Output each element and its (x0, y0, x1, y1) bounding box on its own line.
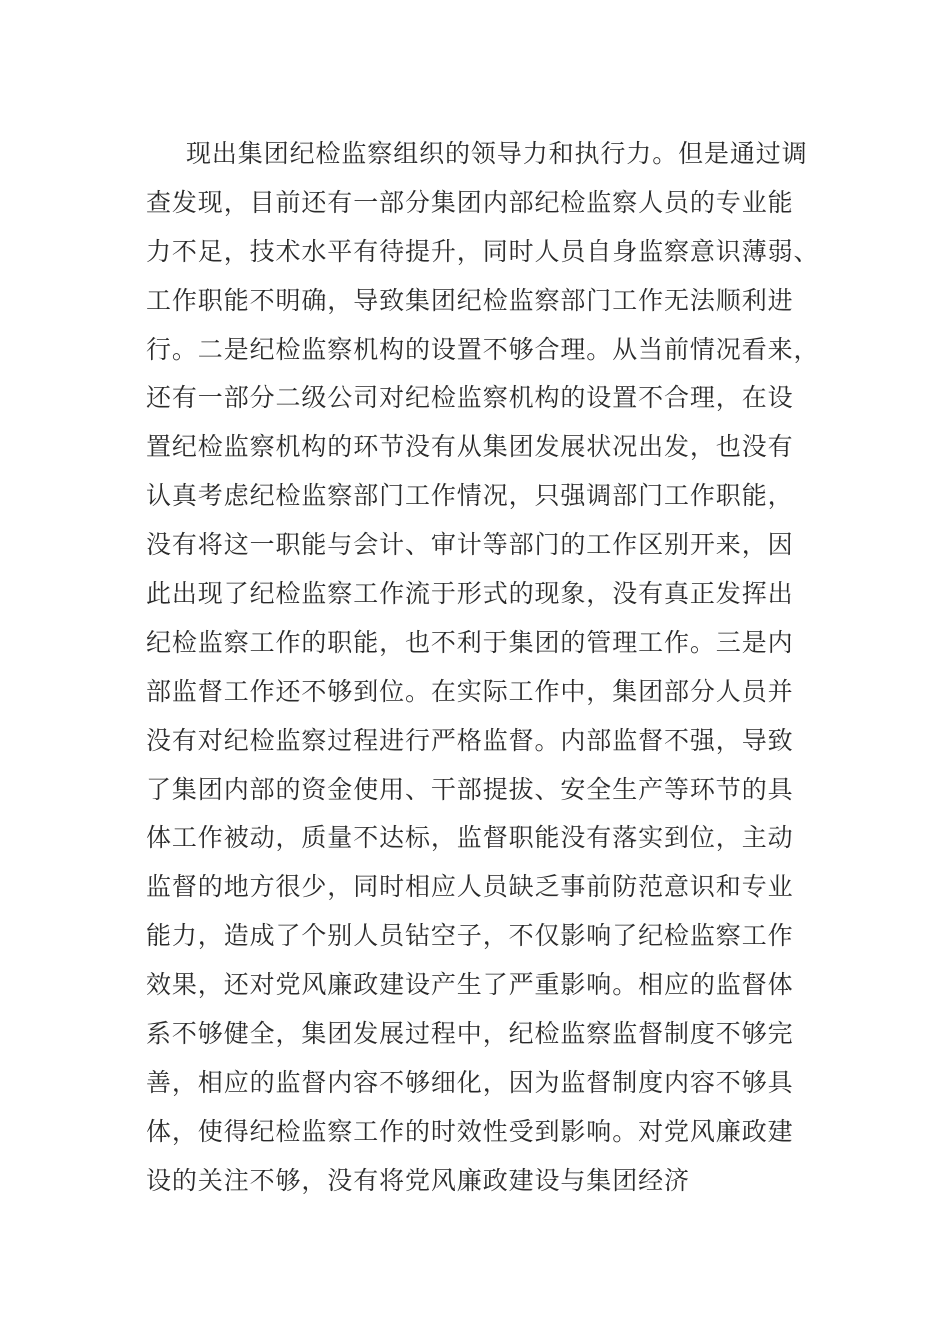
text-line: 部监督工作还不够到位。在实际工作中，集团部分人员并 (146, 676, 794, 706)
text-line: 善，相应的监督内容不够细化，因为监督制度内容不够具 (146, 1067, 794, 1097)
text-line: 力不足，技术水平有待提升，同时人员自身监察意识薄弱、 (146, 236, 820, 266)
text-line: 现出集团纪检监察组织的领导力和执行力。但是通过调 (186, 139, 808, 168)
text-line: 还有一部分二级公司对纪检监察机构的设置不合理，在设 (146, 383, 794, 413)
text-line: 置纪检监察机构的环节没有从集团发展状况出发，也没有 (146, 432, 794, 462)
body-paragraph (146, 130, 820, 1206)
text-line: 行。二是纪检监察机构的设置不够合理。从当前情况看来， (146, 334, 820, 364)
text-line: 效果，还对党风廉政建设产生了严重影响。相应的监督体 (146, 970, 794, 1000)
text-line: 查发现，目前还有一部分集团内部纪检监察人员的专业能 (146, 187, 794, 217)
text-line: 监督的地方很少，同时相应人员缺乏事前防范意识和专业 (146, 872, 794, 902)
text-line: 纪检监察工作的职能，也不利于集团的管理工作。三是内 (146, 627, 794, 657)
text-line: 能力，造成了个别人员钻空子，不仅影响了纪检监察工作 (146, 921, 794, 951)
text-line: 没有将这一职能与会计、审计等部门的工作区别开来，因 (146, 530, 794, 560)
text-line: 此出现了纪检监察工作流于形式的现象，没有真正发挥出 (146, 579, 794, 609)
text-line: 工作职能不明确，导致集团纪检监察部门工作无法顺利进 (146, 285, 794, 315)
text-line: 没有对纪检监察过程进行严格监督。内部监督不强，导致 (146, 725, 794, 755)
text-line: 系不够健全，集团发展过程中，纪检监察监督制度不够完 (146, 1019, 794, 1049)
text-line: 体工作被动，质量不达标，监督职能没有落实到位，主动 (146, 823, 794, 853)
text-line: 设的关注不够，没有将党风廉政建设与集团经济 (146, 1165, 690, 1195)
text-line: 体，使得纪检监察工作的时效性受到影响。对党风廉政建 (146, 1116, 794, 1146)
text-line: 了集团内部的资金使用、干部提拔、安全生产等环节的具 (146, 774, 794, 804)
text-line: 认真考虑纪检监察部门工作情况，只强调部门工作职能， (146, 481, 794, 511)
